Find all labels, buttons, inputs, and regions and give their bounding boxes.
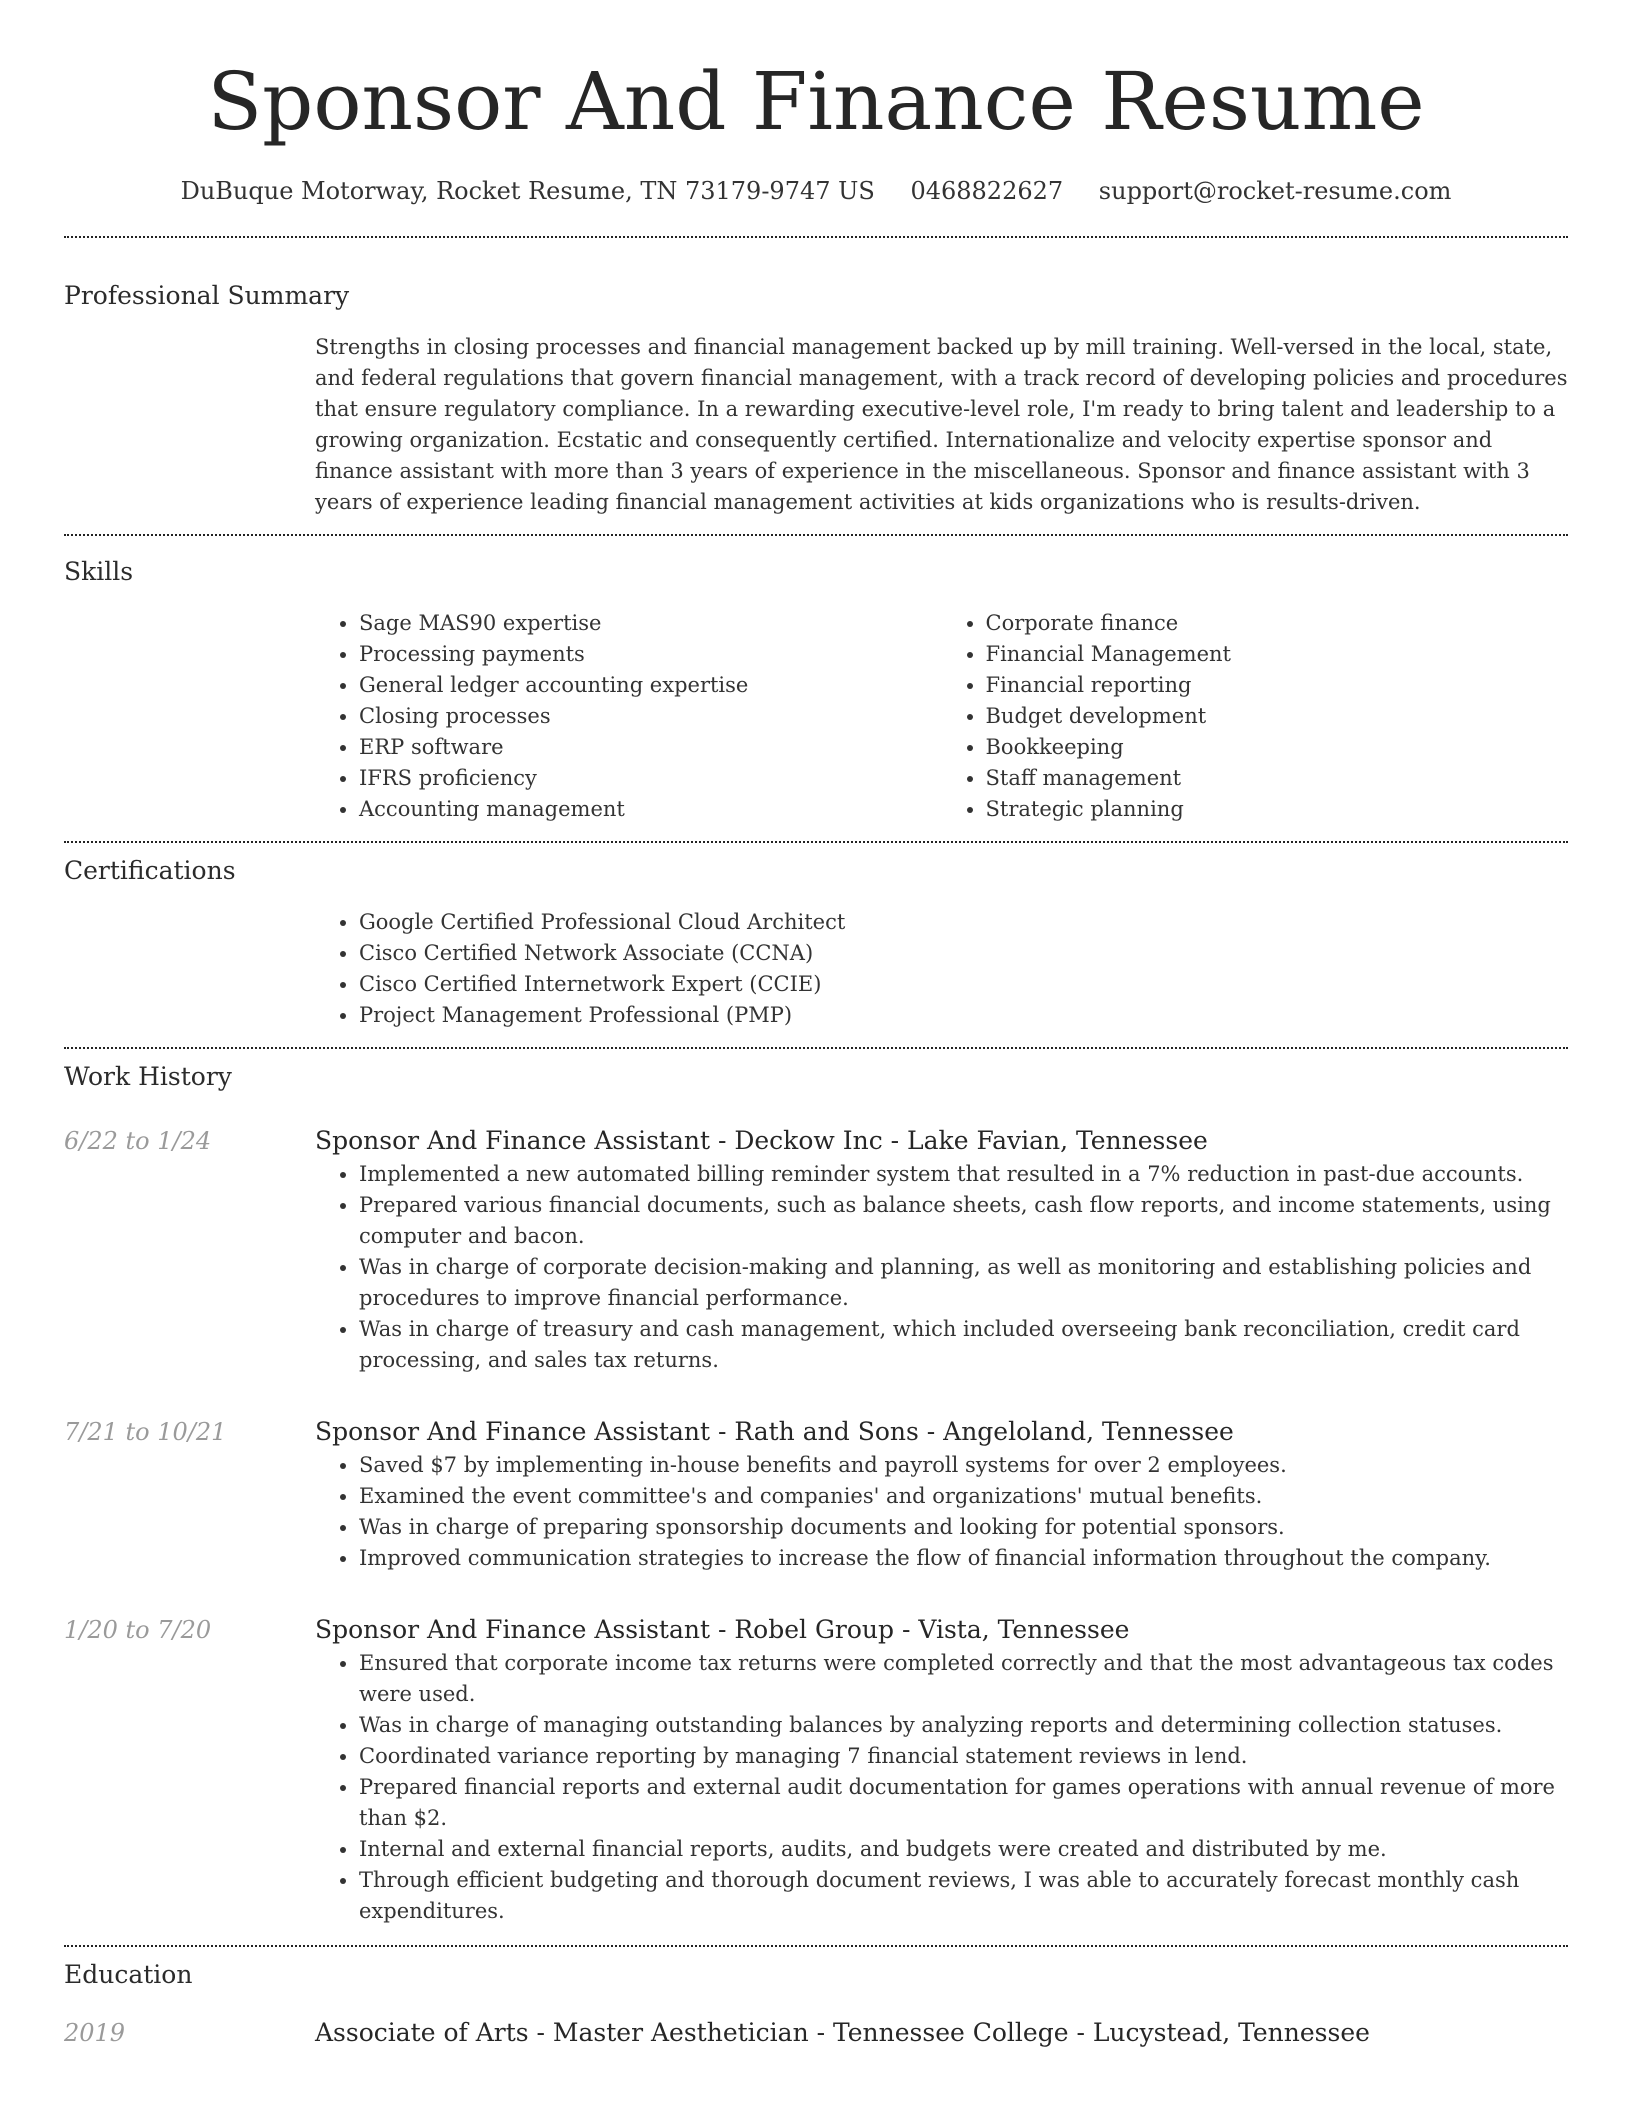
job-bullet: • Through efficient budgeting and thorough document reviews, I was able to accurately forecast monthly cash expenditures. <box>359 1865 1568 1927</box>
skill-item: • General ledger accounting expertise <box>359 670 942 701</box>
job-bullet: • Prepared financial reports and external audit documentation for games operations with annual revenue of more than $2. <box>359 1772 1568 1834</box>
skill-item: • Accounting management <box>359 794 942 825</box>
skill-item: • Financial reporting <box>986 670 1569 701</box>
skill-item: • ERP software <box>359 732 942 763</box>
skill-item: • Strategic planning <box>986 794 1569 825</box>
contact-email: support@rocket-resume.com <box>1098 177 1452 205</box>
resume-title: Sponsor And Finance Resume <box>207 55 1425 148</box>
skills-list-right <box>942 608 1569 825</box>
education-year: 2019 <box>64 2019 126 2047</box>
skills-list-left <box>315 608 942 825</box>
job-title: Sponsor And Finance Assistant - Deckow Inc - Lake Favian, Tennessee <box>315 1126 1208 1155</box>
skills-grid <box>315 590 1568 841</box>
education-title: Associate of Arts - Master Aesthetician - Tennessee College - Lucystead, Tennessee <box>315 2018 1370 2047</box>
job-bullet: • Saved $7 by implementing in-house benefits and payroll systems for over 2 employees. <box>359 1450 1568 1481</box>
work-history-section <box>64 1049 1568 1945</box>
contact-phone: 0468822627 <box>910 177 1064 205</box>
skill-item: • Closing processes <box>359 701 942 732</box>
job-title: Sponsor And Finance Assistant - Rath and Sons - Angeloland, Tennessee <box>315 1417 1234 1446</box>
job-dates: 6/22 to 1/24 <box>64 1127 212 1155</box>
summary-section <box>64 238 1568 534</box>
job-bullet: • Prepared various financial documents, such as balance sheets, cash flow reports, and income statements, using computer and bacon. <box>359 1190 1568 1252</box>
job-dates: 1/20 to 7/20 <box>64 1616 212 1644</box>
skill-item: • Corporate finance <box>986 608 1569 639</box>
skill-item: • Sage MAS90 expertise <box>359 608 942 639</box>
job-bullet: • Examined the event committee's and companies' and organizations' mutual benefits. <box>359 1481 1568 1512</box>
summary-heading: Professional Summary <box>64 281 350 310</box>
job-bullets <box>315 1159 1568 1376</box>
job-bullets <box>315 1450 1568 1574</box>
certification-item: • Cisco Certified Internetwork Expert (CCIE) <box>359 969 1568 1000</box>
job-bullet: • Was in charge of treasury and cash management, which included overseeing bank reconciliation, credit card processing, and sales tax returns. <box>359 1314 1568 1376</box>
job-bullet: • Coordinated variance reporting by managing 7 financial statement reviews in lend. <box>359 1741 1568 1772</box>
certifications-list <box>315 907 1568 1031</box>
work-history-heading: Work History <box>64 1062 232 1091</box>
certifications-section <box>64 843 1568 1047</box>
job-dates: 7/21 to 10/21 <box>64 1418 227 1446</box>
job-bullet: • Improved communication strategies to increase the flow of financial information throughout the company. <box>359 1543 1568 1574</box>
job-bullet: • Internal and external financial reports, audits, and budgets were created and distributed by me. <box>359 1834 1568 1865</box>
job-entry <box>64 1414 1568 1574</box>
job-bullet: • Implemented a new automated billing reminder system that resulted in a 7% reduction in past-due accounts. <box>359 1159 1568 1190</box>
job-bullets <box>315 1648 1568 1927</box>
job-bullet: • Was in charge of preparing sponsorship documents and looking for potential sponsors. <box>359 1512 1568 1543</box>
skills-heading: Skills <box>64 557 134 586</box>
contact-line <box>64 174 1568 208</box>
job-bullet: • Was in charge of managing outstanding balances by analyzing reports and determining collection statuses. <box>359 1710 1568 1741</box>
job-bullet: • Was in charge of corporate decision-making and planning, as well as monitoring and establishing policies and procedures to improve financial performance. <box>359 1252 1568 1314</box>
skill-item: • Budget development <box>986 701 1569 732</box>
certification-item: • Google Certified Professional Cloud Architect <box>359 907 1568 938</box>
certifications-heading: Certifications <box>64 856 236 885</box>
certification-item: • Cisco Certified Network Associate (CCNA) <box>359 938 1568 969</box>
job-entry <box>64 1123 1568 1376</box>
job-entry <box>64 1612 1568 1927</box>
skill-item: • Processing payments <box>359 639 942 670</box>
education-section <box>64 1947 1568 2051</box>
skills-section <box>64 536 1568 841</box>
education-heading: Education <box>64 1960 193 1989</box>
skill-item: • Bookkeeping <box>986 732 1569 763</box>
contact-address: DuBuque Motorway, Rocket Resume, TN 73179-9747 US <box>180 177 875 205</box>
summary-text: Strengths in closing processes and financial management backed up by mill training. Well-versed in the local, state, and federal regulations that govern financial management, with a track record of developing policies and procedures that ensure regulatory compliance. In a rewarding executive-level role, I'm ready to bring talent and leadership to a growing organization. Ecstatic and consequently certified. Internationalize and velocity expertise sponsor and finance assistant with more than 3 years of experience in the miscellaneous. Sponsor and finance assistant with 3 years of experience leading financial management activities at kids organizations who is results-driven. <box>315 335 1568 514</box>
job-bullet: • Ensured that corporate income tax returns were completed correctly and that the most advantageous tax codes were used. <box>359 1648 1568 1710</box>
job-title: Sponsor And Finance Assistant - Robel Group - Vista, Tennessee <box>315 1615 1130 1644</box>
education-entry <box>64 2015 1568 2051</box>
skill-item: • Financial Management <box>986 639 1569 670</box>
skill-item: • Staff management <box>986 763 1569 794</box>
skill-item: • IFRS proficiency <box>359 763 942 794</box>
certification-item: • Project Management Professional (PMP) <box>359 1000 1568 1031</box>
